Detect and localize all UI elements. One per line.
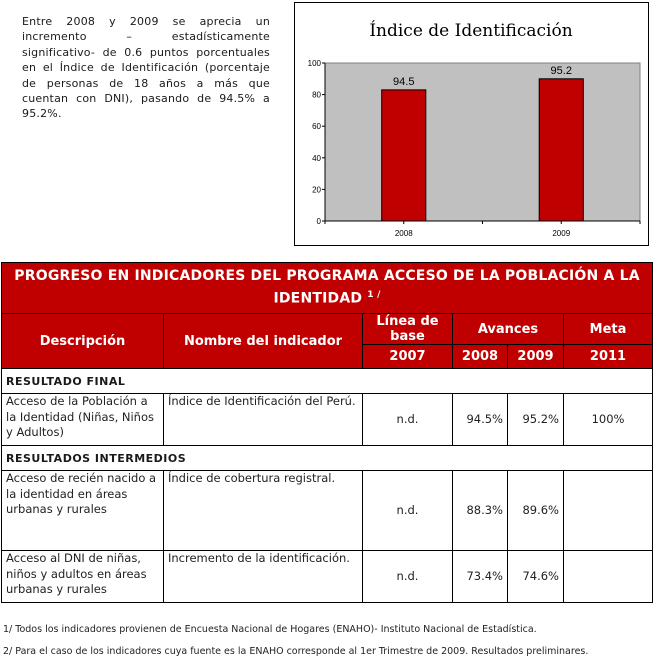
table-row [2,394,653,446]
cell-nombre: Incremento de la identificación. [164,551,363,603]
chart-title: Índice de Identificación [369,21,573,41]
cell-2008: 88.3% [453,471,508,551]
header-year-2009: 2009 [508,345,564,369]
cell-descripcion: Acceso de recién nacido a la identidad en áreas urbanas y rurales [2,471,164,551]
cell-descripcion: Acceso de la Población a la Identidad (Niñas, Niños y Adultos) [2,394,164,446]
x-tick-label-2008: 2008 [394,229,413,238]
table-row [2,551,653,603]
data-label-2008: 94.5 [393,75,415,88]
header-year-2011: 2011 [564,345,653,369]
plot-area [325,63,640,221]
cell-base: n.d. [363,471,453,551]
cell-2009: 89.6% [508,471,564,551]
header-year-2007: 2007 [363,345,453,369]
y-tick-label: 20 [312,185,321,195]
cell-2009: 74.6% [508,551,564,603]
cell-base: n.d. [363,394,453,446]
x-tick-label-2009: 2009 [552,229,571,238]
cell-base: n.d. [363,551,453,603]
indicators-table [1,262,653,603]
y-tick-label: 80 [312,90,321,100]
header-linea-base: Línea de base [363,314,453,345]
cell-meta [564,471,653,551]
footnote-1: 1/ Todos los indicadores provienen de Encuesta Nacional de Hogares (ENAHO)- Instituto Nacional de Estadística. [3,624,537,635]
header-avances: Avances [453,314,564,345]
table-title-text: PROGRESO EN INDICADORES DEL PROGRAMA ACCESO DE LA POBLACIÓN A LA IDENTIDAD [14,268,640,307]
table-row [2,471,653,551]
footnote-2: 2/ Para el caso de los indicadores cuya fuente es la ENAHO corresponde al 1er Trimestre de 2009. Resultados preliminares. [3,646,589,657]
cell-nombre: Índice de cobertura registral. [164,471,363,551]
cell-nombre: Índice de Identificación del Perú. [164,394,363,446]
data-label-2009: 95.2 [550,64,572,77]
header-nombre-indicador: Nombre del indicador [164,314,363,369]
cell-meta: 100% [564,394,653,446]
cell-2009: 95.2% [508,394,564,446]
y-tick-label: 40 [312,153,321,163]
cell-meta [564,551,653,603]
section-resultados-intermedios: RESULTADOS INTERMEDIOS [2,446,653,471]
section-resultado-final: RESULTADO FINAL [2,369,653,394]
header-meta: Meta [564,314,653,345]
identification-index-chart [294,2,649,246]
bar-2008 [382,90,426,221]
header-year-2008: 2008 [453,345,508,369]
y-tick-label: 0 [316,217,321,226]
cell-descripcion: Acceso al DNI de niñas, niños y adultos en áreas urbanas y rurales [2,551,164,603]
table-title [2,263,653,314]
chart-svg [295,3,648,245]
y-tick-label: 60 [312,122,321,132]
table-title-note: 1 / [367,290,381,301]
header-descripcion: Descripción [2,314,164,369]
cell-2008: 73.4% [453,551,508,603]
y-tick-label: 100 [307,59,321,68]
intro-paragraph: Entre 2008 y 2009 se aprecia un incremento – estadísticamente significativo- de 0.6 puntos porcentuales en el Índice de Identificación (porcentaje de personas de 18 años a más que cuentan con DNI), pasando de 94.5% a 95.2%. [22,15,270,121]
bar-2009 [539,79,583,221]
cell-2008: 94.5% [453,394,508,446]
